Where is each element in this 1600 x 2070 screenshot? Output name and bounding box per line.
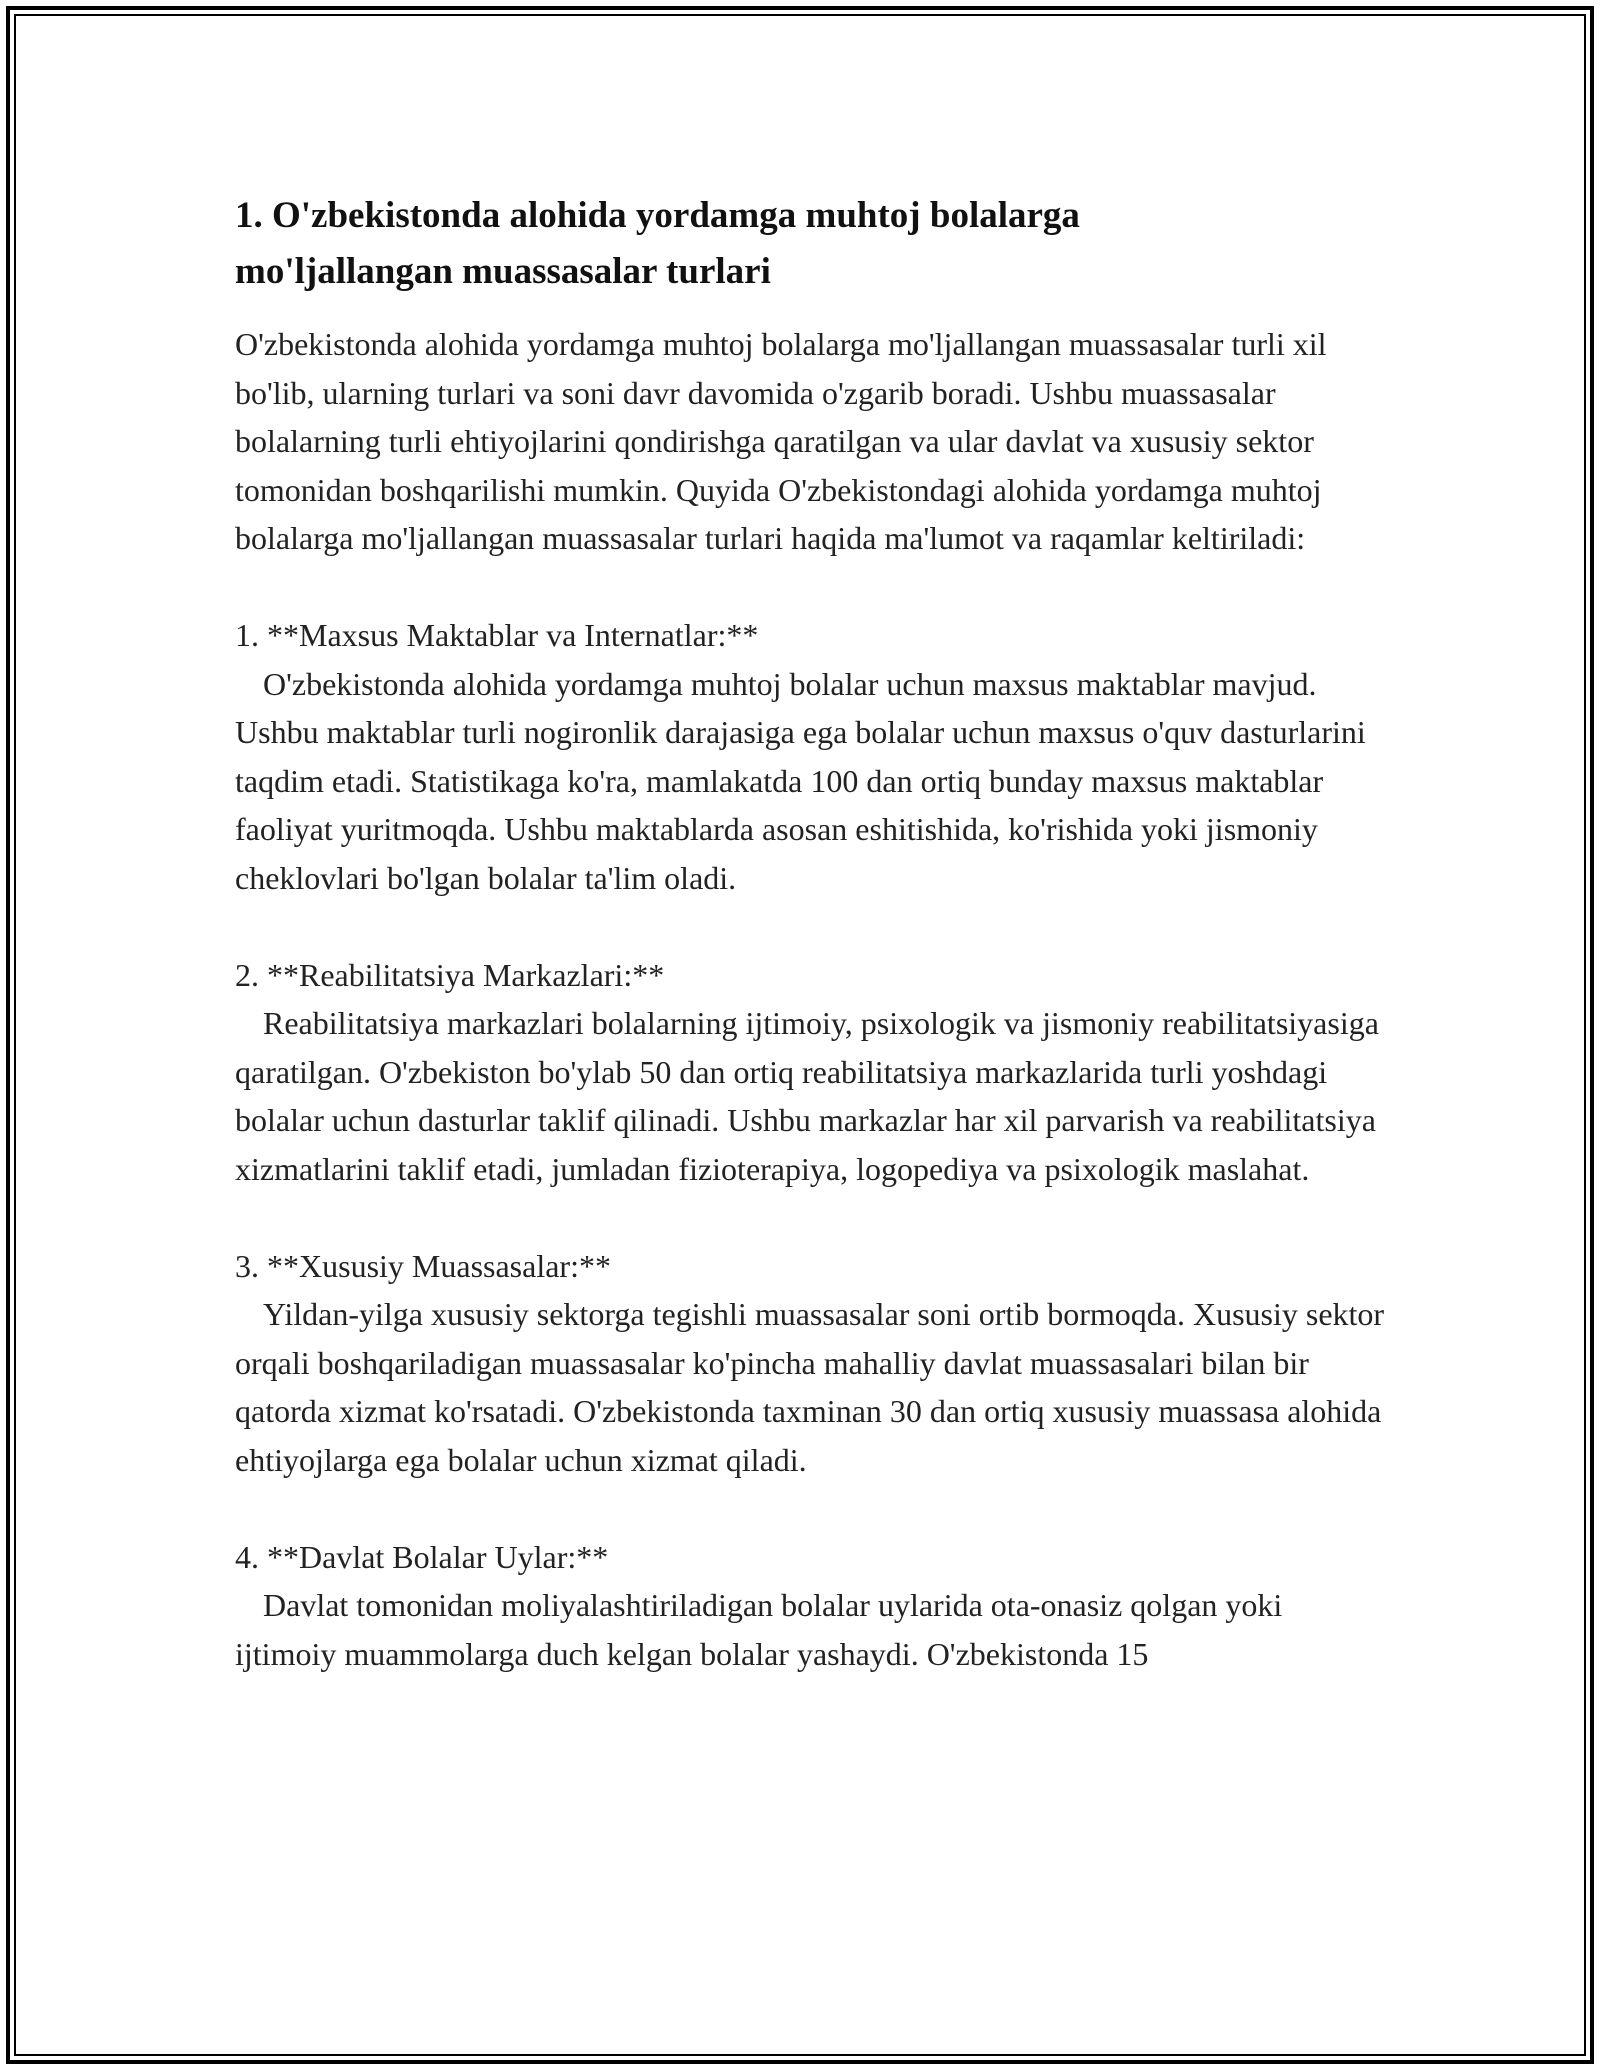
section-body: O'zbekistonda alohida yordamga muhtoj bolalar uchun maxsus maktablar mavjud. Ushbu maktablar turli nogironlik darajasiga ega bolalar uchun maxsus o'quv dasturlarini taqdim etadi. Statistikaga ko'ra, mamlakatda 100 dan ortiq bunday maxsus maktablar faoliyat yuritmoqda. Ushbu maktablarda asosan eshitishida, ko'rishida yoki jismoniy cheklovlari bo'lgan bolalar ta'lim oladi.	[235, 665, 1366, 896]
section-rehabilitation-centers	[235, 951, 1385, 1194]
section-heading: 2. **Reabilitatsiya Markazlari:**	[235, 956, 665, 993]
section-heading: 1. **Maxsus Maktablar va Internatlar:**	[235, 617, 759, 653]
section-body: Davlat tomonidan moliyalashtiriladigan bolalar uylarida ota-onasiz qolgan yoki ijtimoiy muammolarga duch kelgan bolalar yashaydi. O'zbekistonda 15	[235, 1587, 1283, 1672]
section-special-schools	[235, 611, 1385, 902]
section-private-institutions	[235, 1242, 1385, 1485]
section-heading: 3. **Xususiy Muassasalar:**	[235, 1247, 611, 1284]
section-state-childrens-homes	[235, 1533, 1385, 1679]
document-heading: 1. O'zbekistonda alohida yordamga muhtoj bolalarga mo'ljallangan muassasalar turlari	[235, 195, 1080, 292]
document-body	[235, 188, 1385, 1678]
section-body: Reabilitatsiya markazlari bolalarning ijtimoiy, psixologik va jismoniy reabilitatsiyasiga qaratilgan. O'zbekiston bo'ylab 50 dan ortiq reabilitatsiya markazlarida turli yoshdagi bolalar uchun dasturlar taklif qilinadi. Ushbu markazlar har xil parvarish va reabilitatsiya xizmatlarini taklif etadi, jumladan fizioterapiya, logopediya va psixologik maslahat.	[235, 1005, 1379, 1187]
intro-paragraph: O'zbekistonda alohida yordamga muhtoj bolalarga mo'ljallangan muassasalar turli xil bo'lib, ularning turlari va soni davr davomida o'zgarib boradi. Ushbu muassasalar bolalarning turli ehtiyojlarini qondirishga qaratilgan va ular davlat va xususiy sektor tomonidan boshqarilishi mumkin. Quyida O'zbekistondagi alohida yordamga muhtoj bolalarga mo'ljallangan muassasalar turlari haqida ma'lumot va raqamlar keltiriladi:	[235, 326, 1327, 556]
section-body: Yildan-yilga xususiy sektorga tegishli muassasalar soni ortib bormoqda. Xususiy sektor orqali boshqariladigan muassasalar ko'pincha mahalliy davlat muassasalari bilan bir qatorda xizmat ko'rsatadi. O'zbekistonda taxminan 30 dan ortiq xususiy muassasa alohida ehtiyojlarga ega bolalar uchun xizmat qiladi.	[235, 1296, 1385, 1478]
section-heading: 4. **Davlat Bolalar Uylar:**	[235, 1538, 609, 1575]
